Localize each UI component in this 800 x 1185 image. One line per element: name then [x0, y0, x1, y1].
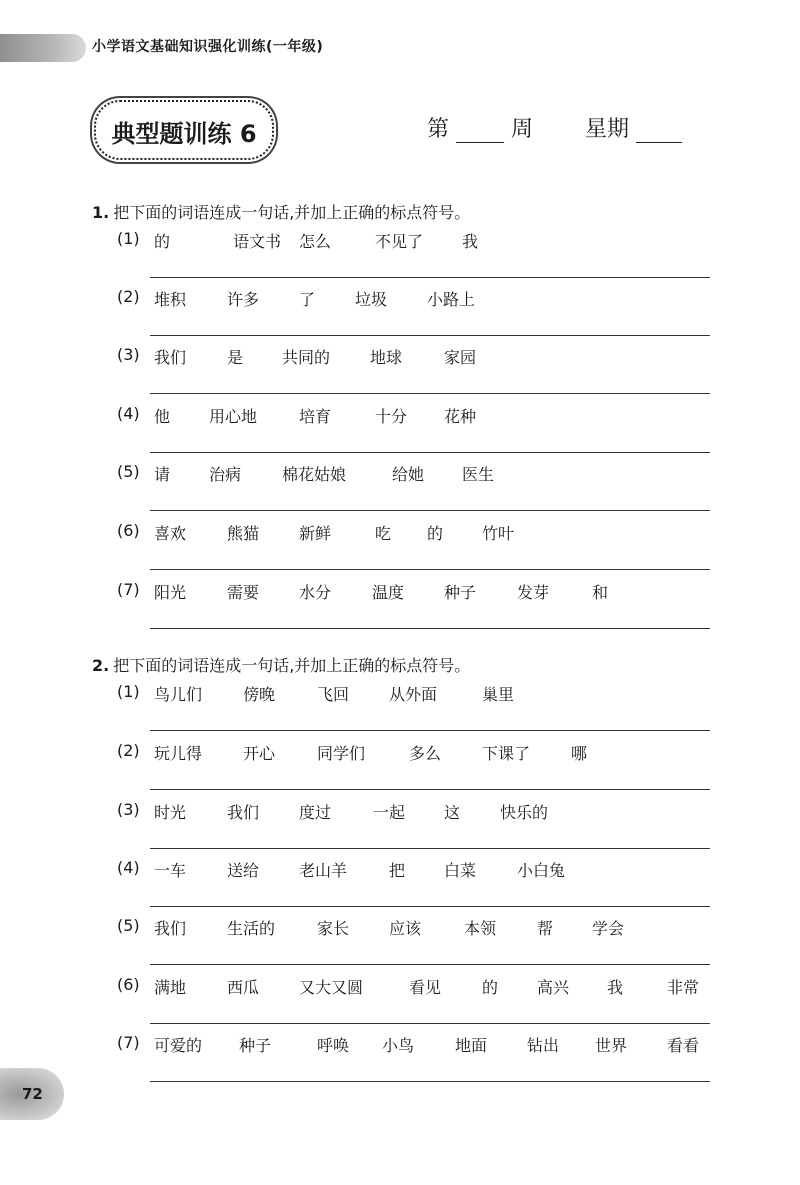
- word-chip: 度过: [299, 803, 332, 822]
- question-instruction: 把下面的词语连成一句话,并加上正确的标点符号。: [113, 203, 471, 222]
- word-chip: 西瓜: [227, 978, 260, 997]
- word-chip: 水分: [299, 583, 332, 602]
- item-number: (1): [117, 229, 140, 248]
- word-chip: 本领: [464, 919, 497, 938]
- word-chip: 傍晚: [243, 685, 276, 704]
- word-chip: 把: [389, 861, 406, 880]
- word-chip: 垃圾: [355, 290, 388, 309]
- word-chip: 是: [227, 348, 244, 367]
- answer-line[interactable]: [150, 730, 710, 731]
- word-chip: 家园: [444, 348, 477, 367]
- word-chip: 许多: [227, 290, 260, 309]
- zhou-label: 周: [511, 117, 534, 142]
- exercise-item: [117, 1033, 717, 1055]
- word-chip: 医生: [462, 465, 495, 484]
- exercise-item: [117, 800, 717, 822]
- word-chip: 哪: [571, 744, 588, 763]
- word-chip: 非常: [667, 978, 700, 997]
- item-number: (3): [117, 345, 140, 364]
- question-1-title: [92, 200, 470, 223]
- word-chip: 鸟儿们: [154, 685, 203, 704]
- answer-line[interactable]: [150, 335, 710, 336]
- word-chip: 种子: [239, 1036, 272, 1055]
- item-number: (7): [117, 580, 140, 599]
- word-chip: 可爱的: [154, 1036, 203, 1055]
- word-chip: 快乐的: [500, 803, 549, 822]
- word-chip: 白菜: [444, 861, 477, 880]
- word-chip: 竹叶: [482, 524, 515, 543]
- exercise-item: [117, 287, 717, 309]
- item-number: (7): [117, 1033, 140, 1052]
- word-chip: 了: [299, 290, 316, 309]
- word-chip: 地面: [455, 1036, 488, 1055]
- exercise-item: [117, 345, 717, 367]
- exercise-item: [117, 858, 717, 880]
- word-chip: 看看: [667, 1036, 700, 1055]
- word-chip: 高兴: [537, 978, 570, 997]
- word-chip: 开心: [243, 744, 276, 763]
- answer-line[interactable]: [150, 848, 710, 849]
- word-chip: 阳光: [154, 583, 187, 602]
- word-chip: 世界: [595, 1036, 628, 1055]
- word-chip: 学会: [592, 919, 625, 938]
- item-number: (6): [117, 521, 140, 540]
- word-chip: 下课了: [482, 744, 531, 763]
- exercise-item: [117, 580, 717, 602]
- word-chip: 棉花姑娘: [282, 465, 347, 484]
- item-number: (6): [117, 975, 140, 994]
- word-chip: 喜欢: [154, 524, 187, 543]
- item-number: (2): [117, 741, 140, 760]
- word-chip: 种子: [444, 583, 477, 602]
- word-chip: 家长: [317, 919, 350, 938]
- word-chip: 呼唤: [317, 1036, 350, 1055]
- word-chip: 的: [154, 232, 171, 251]
- word-chip: 和: [592, 583, 609, 602]
- word-chip: 语文书: [233, 232, 282, 251]
- word-chip: 熊猫: [227, 524, 260, 543]
- exercise-item: [117, 404, 717, 426]
- word-chip: 十分: [375, 407, 408, 426]
- word-chip: 应该: [389, 919, 422, 938]
- weekday-blank[interactable]: [636, 118, 682, 143]
- exercise-item: [117, 916, 717, 938]
- answer-line[interactable]: [150, 628, 710, 629]
- header-tab-decoration: [0, 34, 86, 62]
- xingqi-label: 星期: [585, 117, 630, 142]
- word-chip: 培育: [299, 407, 332, 426]
- answer-line[interactable]: [150, 906, 710, 907]
- word-chip: 送给: [227, 861, 260, 880]
- word-chip: 我们: [154, 919, 187, 938]
- word-chip: 多么: [409, 744, 442, 763]
- item-number: (3): [117, 800, 140, 819]
- answer-line[interactable]: [150, 452, 710, 453]
- item-number: (5): [117, 916, 140, 935]
- answer-line[interactable]: [150, 277, 710, 278]
- answer-line[interactable]: [150, 789, 710, 790]
- exercise-item: [117, 229, 717, 251]
- exercise-item: [117, 521, 717, 543]
- word-chip: 一起: [373, 803, 406, 822]
- answer-line[interactable]: [150, 1023, 710, 1024]
- answer-line[interactable]: [150, 964, 710, 965]
- word-chip: 飞回: [317, 685, 350, 704]
- word-chip: 发芽: [517, 583, 550, 602]
- book-title: 小学语文基础知识强化训练(一年级): [92, 39, 324, 55]
- exercise-item: [117, 741, 717, 763]
- word-chip: 治病: [209, 465, 242, 484]
- exercise-title: 典型题训练 6: [111, 120, 257, 148]
- word-chip: 他: [154, 407, 171, 426]
- word-chip: 需要: [227, 583, 260, 602]
- word-chip: 的: [427, 524, 444, 543]
- word-chip: 堆积: [154, 290, 187, 309]
- word-chip: 这: [444, 803, 461, 822]
- answer-line[interactable]: [150, 393, 710, 394]
- question-2-title: [92, 653, 470, 676]
- word-chip: 从外面: [389, 685, 438, 704]
- word-chip: 我: [607, 978, 624, 997]
- di-label: 第: [427, 117, 450, 142]
- word-chip: 我: [462, 232, 479, 251]
- answer-line[interactable]: [150, 510, 710, 511]
- word-chip: 的: [482, 978, 499, 997]
- item-number: (4): [117, 404, 140, 423]
- question-number: 1.: [92, 203, 110, 222]
- word-chip: 生活的: [227, 919, 276, 938]
- word-chip: 地球: [370, 348, 403, 367]
- question-instruction: 把下面的词语连成一句话,并加上正确的标点符号。: [113, 656, 471, 675]
- word-chip: 又大又圆: [299, 978, 364, 997]
- item-number: (5): [117, 462, 140, 481]
- item-number: (2): [117, 287, 140, 306]
- word-chip: 新鲜: [299, 524, 332, 543]
- word-chip: 小路上: [427, 290, 476, 309]
- word-chip: 小白兔: [517, 861, 566, 880]
- word-chip: 看见: [409, 978, 442, 997]
- word-chip: 时光: [154, 803, 187, 822]
- word-chip: 怎么: [299, 232, 332, 251]
- exercise-badge: [94, 100, 274, 160]
- word-chip: 不见了: [375, 232, 424, 251]
- question-number: 2.: [92, 656, 110, 675]
- week-number-blank[interactable]: [456, 118, 504, 143]
- exercise-item: [117, 462, 717, 484]
- exercise-item: [117, 682, 717, 704]
- word-chip: 钻出: [527, 1036, 560, 1055]
- word-chip: 同学们: [317, 744, 366, 763]
- word-chip: 老山羊: [299, 861, 348, 880]
- page-number: 72: [22, 1085, 43, 1103]
- word-chip: 一车: [154, 861, 187, 880]
- word-chip: 请: [154, 465, 171, 484]
- item-number: (1): [117, 682, 140, 701]
- answer-line[interactable]: [150, 569, 710, 570]
- exercise-item: [117, 975, 717, 997]
- word-chip: 我们: [227, 803, 260, 822]
- word-chip: 用心地: [209, 407, 258, 426]
- word-chip: 小鸟: [382, 1036, 415, 1055]
- word-chip: 巢里: [482, 685, 515, 704]
- word-chip: 我们: [154, 348, 187, 367]
- word-chip: 温度: [372, 583, 405, 602]
- date-fields: [427, 112, 682, 143]
- word-chip: 共同的: [282, 348, 331, 367]
- answer-line[interactable]: [150, 1081, 710, 1082]
- word-chip: 满地: [154, 978, 187, 997]
- item-number: (4): [117, 858, 140, 877]
- word-chip: 吃: [375, 524, 392, 543]
- word-chip: 帮: [537, 919, 554, 938]
- word-chip: 玩儿得: [154, 744, 203, 763]
- word-chip: 花种: [444, 407, 477, 426]
- word-chip: 给她: [392, 465, 425, 484]
